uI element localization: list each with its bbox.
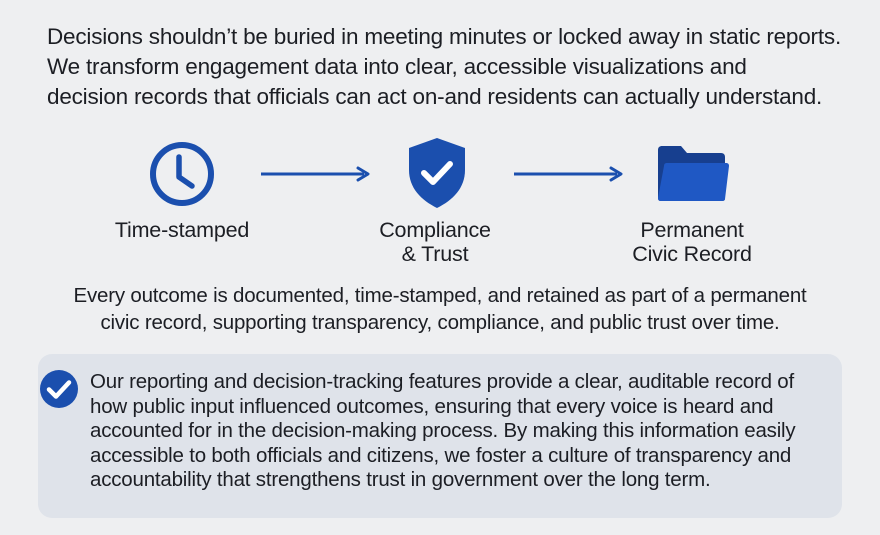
shield-check-icon: [405, 136, 469, 210]
step-label-line: Civic Record: [632, 242, 752, 266]
intro-line: We transform engagement data into clear, accessible visualizations and: [47, 54, 747, 79]
callout-box: [38, 354, 842, 518]
step-label-line: Permanent: [640, 218, 744, 242]
arrow-right-icon: [513, 166, 625, 182]
intro-line: Decisions shouldn’t be buried in meeting minutes or locked away in static reports.: [47, 24, 842, 49]
callout-line: accessible to both officials and citizens, we foster a culture of transparency and: [90, 443, 792, 467]
callout-line: how public input influenced outcomes, ensuring that every voice is heard and: [90, 394, 774, 418]
summary-line: Every outcome is documented, time-stamped, and retained as part of a permanent: [73, 284, 807, 307]
step-label-line: & Trust: [401, 242, 469, 266]
step-label-permanent-civic-record: [592, 218, 792, 266]
step-label-line: Compliance: [379, 218, 491, 242]
callout-line: Our reporting and decision-tracking features provide a clear, auditable record of: [90, 370, 794, 393]
check-circle-icon: [38, 368, 80, 410]
clock-icon: [148, 140, 216, 208]
callout-line: accounted for in the decision-making process. By making this information easily: [90, 419, 796, 442]
callout-line: accountability that strengthens trust in government over the long term.: [90, 468, 711, 491]
folder-icon: [655, 144, 731, 204]
step-label-compliance-trust: [335, 218, 535, 266]
intro-line: decision records that officials can act on-and residents can actually understand.: [47, 84, 823, 109]
summary-paragraph: [20, 282, 860, 336]
step-label-time-stamped: [82, 218, 282, 242]
process-flow: [0, 138, 880, 268]
intro-paragraph: [47, 22, 857, 112]
arrow-right-icon: [260, 166, 372, 182]
summary-line: civic record, supporting transparency, compliance, and public trust over time.: [100, 311, 780, 334]
callout-text: [90, 370, 835, 493]
step-label-line: Time-stamped: [114, 218, 250, 242]
